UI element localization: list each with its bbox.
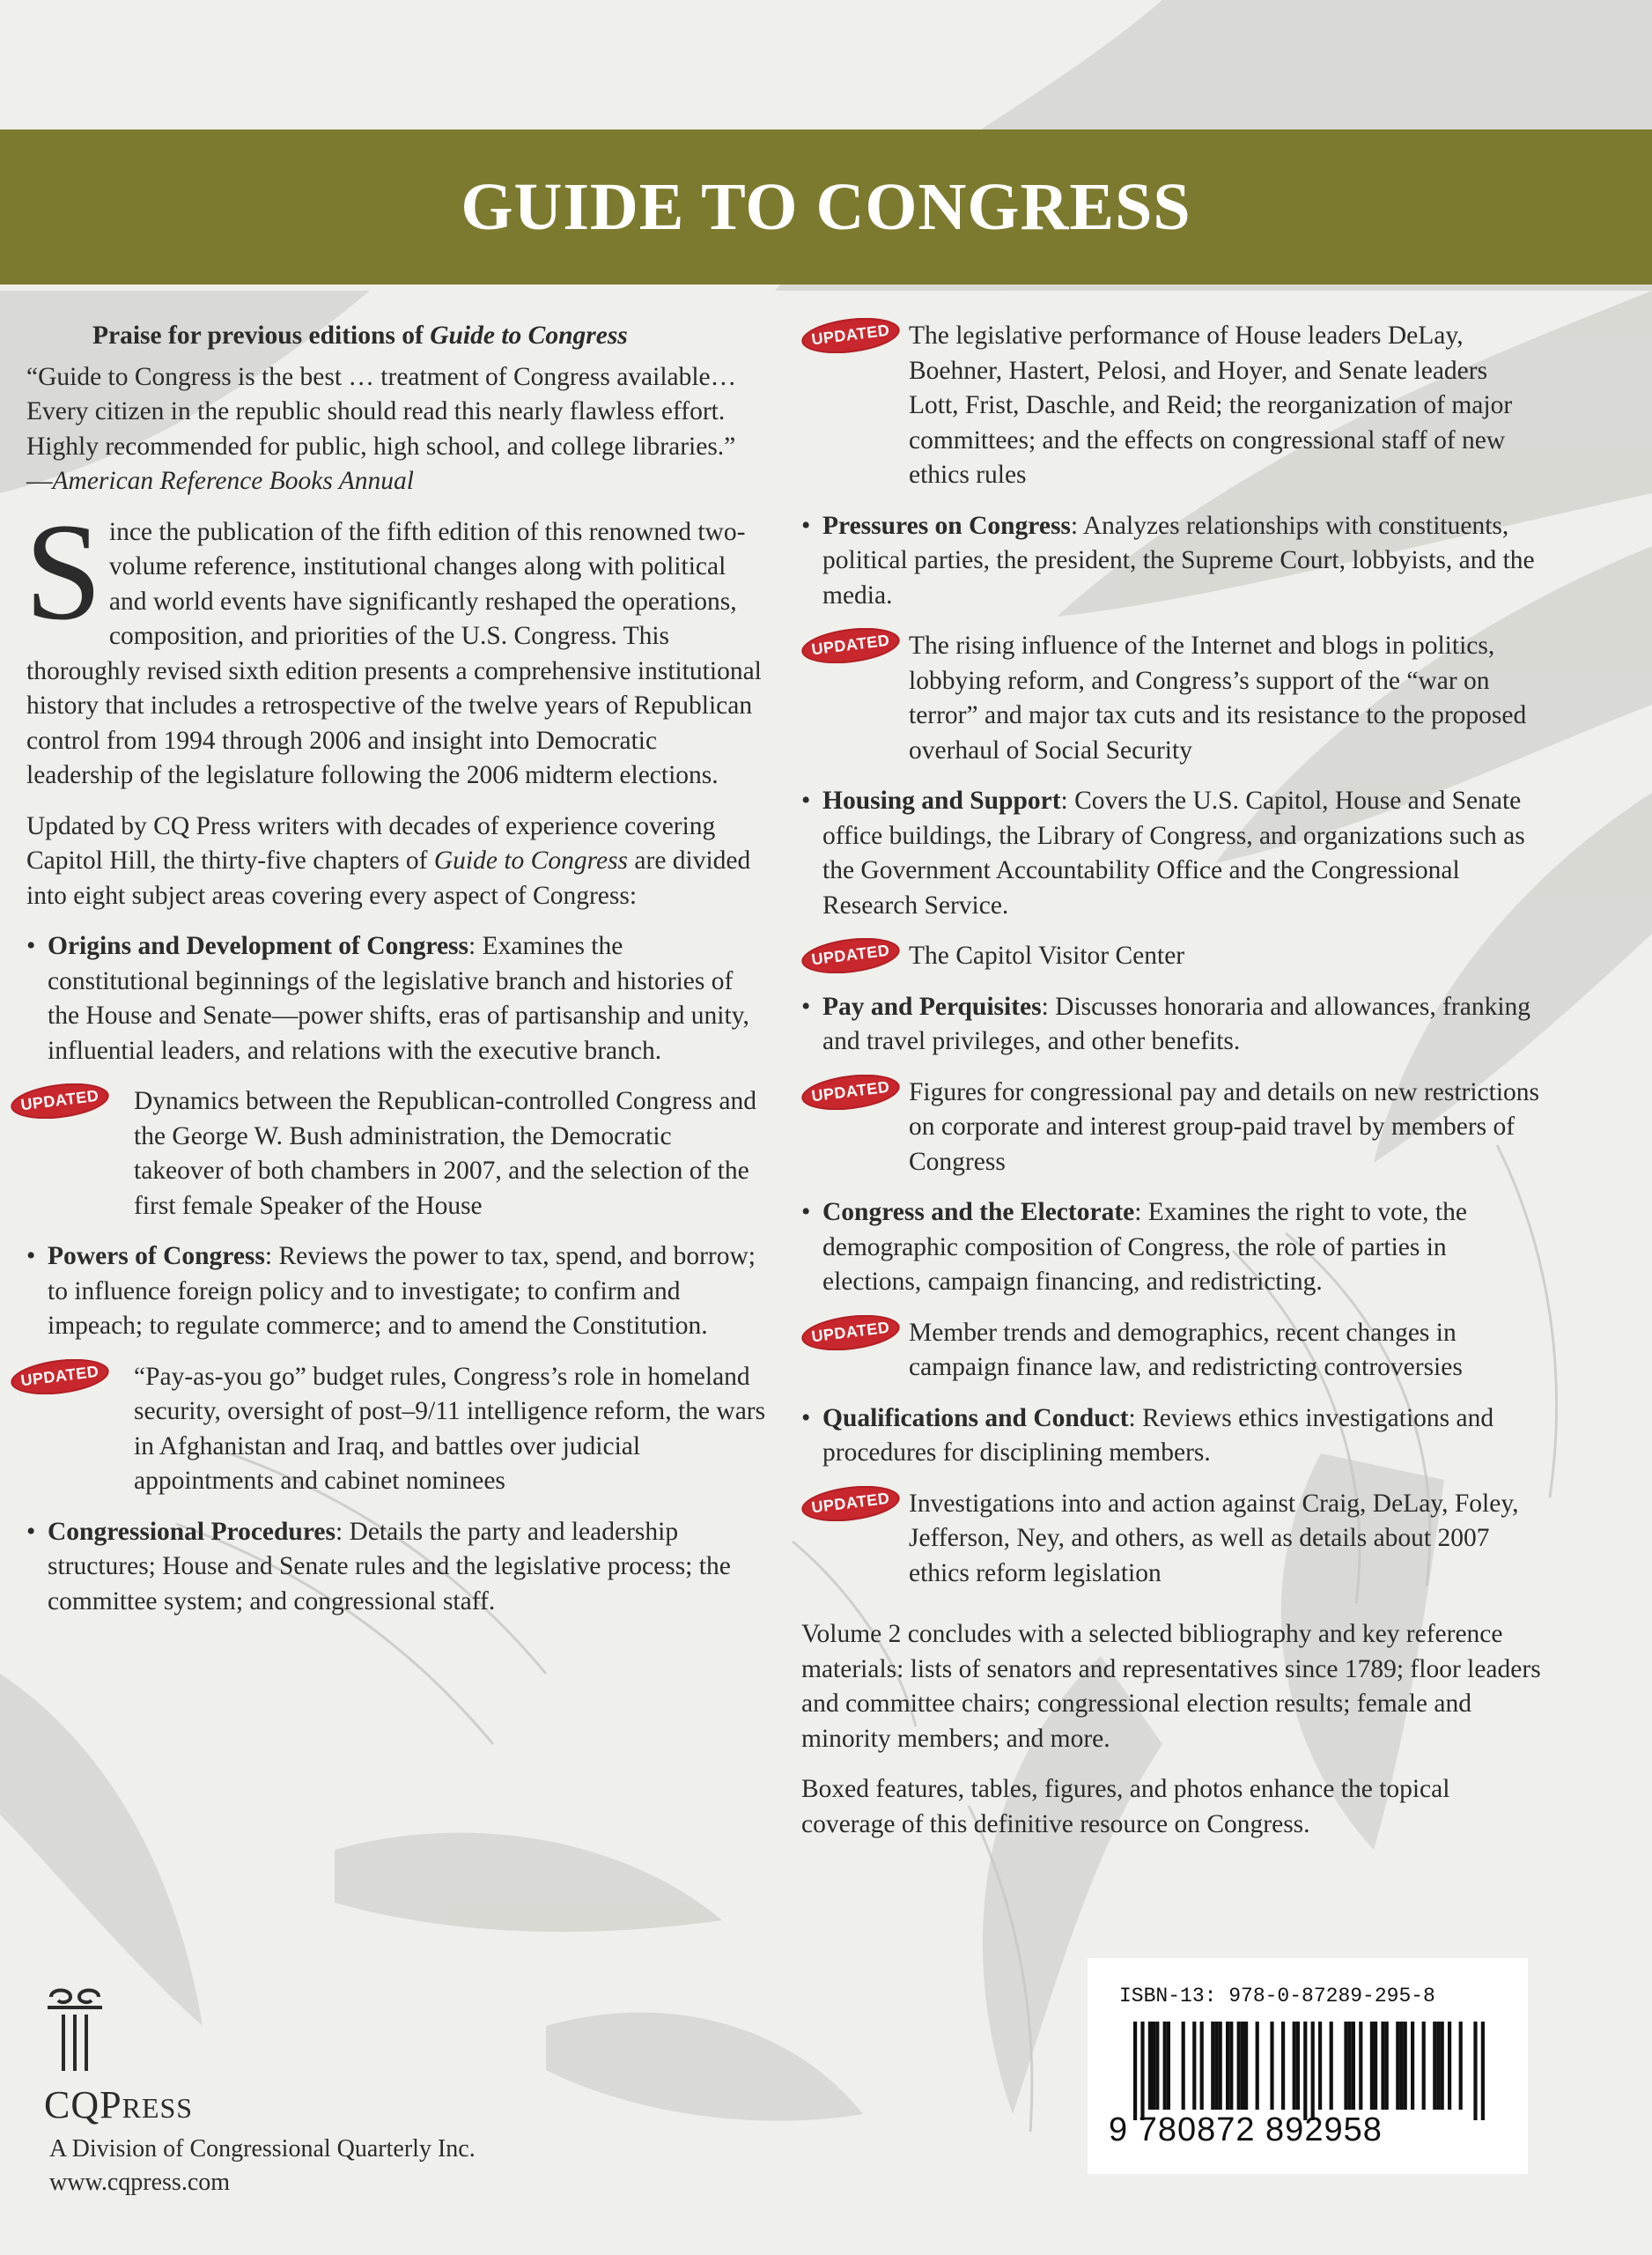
barcode-bar xyxy=(1318,2022,1322,2110)
updated-item-pay xyxy=(801,1076,1541,1180)
updated-badge: UPDATED xyxy=(800,933,902,978)
section-text: : Reviews the power to tax, spend, and borrow; to influence foreign policy and to investigate; to confirm and impeach; to regulate commerce; and to amend the Constitution. xyxy=(48,1242,756,1340)
updated-text: Dynamics between the Republican-controlled Congress and the George W. Bush administration, the Democratic takeover of both chambers in 2007, and the selection of the first female Speaker of the House xyxy=(134,1087,756,1220)
updated-badge: UPDATED xyxy=(9,1078,111,1123)
barcode-bar xyxy=(1473,2022,1477,2120)
section-text: : Details the party and leadership structures; House and Senate rules and the legislative process; the committee system; and congressional staff. xyxy=(48,1517,731,1615)
section-text: : Analyzes relationships with constituents, political parties, the president, the Supreme Court, lobbyists, and the media. xyxy=(822,511,1535,610)
barcode-bar xyxy=(1229,2022,1233,2110)
updated-intro-before: Updated by CQ Press writers with decades of experience covering Capitol Hill, the thirty-five chapters of xyxy=(26,811,716,875)
updated-text: The rising influence of the Internet and blogs in politics, lobbying reform, and Congress’s support of the “war on terror” and major tax cuts and its resistance to the proposed overhaul of Social Security xyxy=(909,632,1527,765)
section-origins: • Origins and Development of Congress: Examines the constitutional beginnings of the legislative branch and histories of the House and Senate—power shifts, eras of partisanship and unity, influential leaders, and relations with the executive branch. xyxy=(26,932,749,1065)
section-title: Congressional Procedures xyxy=(48,1517,336,1546)
updated-text: Member trends and demographics, recent changes in campaign finance law, and redistricting controversies xyxy=(909,1318,1463,1381)
updated-badge: UPDATED xyxy=(800,1481,902,1526)
barcode-bar xyxy=(1396,2022,1399,2110)
barcode-bar xyxy=(1140,2022,1144,2120)
section-housing: • Housing and Support: Covers the U.S. Capitol, House and Senate office buildings, the Library of Congress, and organizations such as the Government Accountability Office and the Congressional Research Service. xyxy=(801,787,1525,920)
updated-text: Investigations into and action against Craig, DeLay, Foley, Jefferson, Ney, and others, as well as details about 2007 ethics reform legislation xyxy=(909,1489,1519,1587)
updated-intro-title: Guide to Congress xyxy=(433,847,629,875)
column-icon xyxy=(44,1986,106,2074)
section-title: Origins and Development of Congress xyxy=(48,932,469,960)
praise-heading-title: Guide to Congress xyxy=(430,322,628,350)
review-quote-text: “Guide to Congress is the best … treatment of Congress available… Every citizen in the republic should read this nearly flawless effort. Highly recommended for public, high school, and college libraries.” — xyxy=(26,362,737,495)
barcode-bar xyxy=(1411,2022,1414,2110)
section-title: Powers of Congress xyxy=(48,1242,265,1270)
barcode-bar xyxy=(1155,2022,1159,2110)
barcode-bar xyxy=(1167,2022,1170,2110)
barcode-icon xyxy=(1116,2022,1503,2120)
barcode-bar xyxy=(1219,2022,1222,2110)
section-electorate: • Congress and the Electorate: Examines the right to vote, the demographic composition of Congress, the role of parties in elections, campaign financing, and redistricting. xyxy=(801,1198,1467,1296)
drop-cap: S xyxy=(25,494,102,649)
updated-badge: UPDATED xyxy=(800,623,902,668)
barcode-box xyxy=(1088,1958,1528,2174)
barcode-bar xyxy=(1303,2022,1307,2120)
section-title: Pay and Perquisites xyxy=(822,992,1042,1021)
section-conduct: • Qualifications and Conduct: Reviews ethics investigations and procedures for disciplining members. xyxy=(801,1403,1494,1467)
updated-intro-paragraph xyxy=(26,810,766,914)
updated-item-origins xyxy=(11,1084,766,1224)
barcode-bar xyxy=(1374,2022,1377,2110)
section-title: Qualifications and Conduct xyxy=(822,1403,1129,1432)
book-title: GUIDE TO CONGRESS xyxy=(461,169,1191,244)
barcode-bar xyxy=(1422,2022,1426,2110)
updated-badge: UPDATED xyxy=(800,1069,902,1114)
barcode-bar xyxy=(1481,2022,1485,2120)
cq-press-logo xyxy=(44,1986,193,2127)
publisher-division: A Division of Congressional Quarterly Inc. xyxy=(49,2135,476,2163)
section-powers: • Powers of Congress: Reviews the power to tax, spend, and borrow; to influence foreign policy and to investigate; to confirm and impeach; to regulate commerce; and to amend the Constitution. xyxy=(26,1242,756,1340)
barcode-bar xyxy=(1448,2022,1451,2110)
intro-paragraph xyxy=(25,494,766,794)
updated-item-powers xyxy=(11,1360,766,1499)
section-text: : Examines the right to vote, the demographic composition of Congress, the role of parties in elections, campaign financing, and redistricting. xyxy=(822,1198,1467,1296)
barcode-bar xyxy=(1211,2022,1214,2110)
updated-item-pressures xyxy=(801,629,1541,768)
updated-badge: UPDATED xyxy=(800,1310,902,1355)
barcode-bar xyxy=(1330,2022,1333,2110)
intro-text: ince the publication of the fifth edition of this renowned two-volume reference, institutional changes along with political and world events have significantly reshaped the operations, composition, and priorities of the U.S. Congress. This thoroughly revised sixth edition presents a comprehensive institutional history that includes a retrospective of the twelve years of Republican control from 1994 through 2006 and insight into Democratic leadership of the legislature following the 2006 midterm elections. xyxy=(26,517,762,789)
updated-item-electorate xyxy=(801,1316,1541,1386)
publisher-info xyxy=(49,2133,476,2200)
barcode-bar xyxy=(1344,2022,1347,2110)
barcode-bar xyxy=(1293,2022,1296,2110)
barcode-bar xyxy=(1256,2022,1259,2110)
barcode-bar xyxy=(1237,2022,1241,2110)
updated-badge: UPDATED xyxy=(800,313,902,358)
boxed-features-paragraph: Boxed features, tables, figures, and photos enhance the topical coverage of this definitive resource on Congress. xyxy=(801,1775,1450,1838)
section-procedures: • Congressional Procedures: Details the party and leadership structures; House and Senate rules and the legislative process; the committee system; and congressional staff. xyxy=(26,1517,731,1615)
section-text: : Discusses honoraria and allowances, franking and travel privileges, and other benefits. xyxy=(822,992,1531,1055)
barcode-bar xyxy=(1433,2022,1436,2110)
updated-badge: UPDATED xyxy=(9,1354,111,1399)
review-quote-source: American Reference Books Annual xyxy=(52,467,414,495)
updated-item-procedures xyxy=(801,319,1541,493)
barcode-bar xyxy=(1270,2022,1273,2110)
updated-text: “Pay-as-you go” budget rules, Congress’s role in homeland security, oversight of post–9/11 intelligence reform, the wars in Afghanistan and Iraq, and battles over judicial appointments and cabinet nominees xyxy=(134,1362,766,1495)
updated-text: The legislative performance of House leaders DeLay, Boehner, Hastert, Pelosi, and Hoyer, and Senate leaders Lott, Frist, Daschle, and Reid; the reorganization of major committees; and the effects on congressional staff of new ethics rules xyxy=(909,322,1513,489)
barcode-bar xyxy=(1163,2022,1167,2110)
updated-text: Figures for congressional pay and details on new restrictions on corporate and interest group-paid travel by members of Congress xyxy=(909,1077,1540,1176)
barcode-bar xyxy=(1200,2022,1204,2110)
praise-heading xyxy=(92,319,766,354)
logo-wordmark: CQPRESS xyxy=(44,2083,194,2126)
left-column xyxy=(19,319,766,1635)
barcode-bar xyxy=(1226,2022,1229,2110)
updated-intro-after: are divided into eight subject areas covering every aspect of Congress: xyxy=(26,847,751,910)
section-title: Congress and the Electorate xyxy=(822,1198,1135,1226)
barcode-bar xyxy=(1381,2022,1384,2110)
section-text: : Examines the constitutional beginnings of the legislative branch and histories of the House and Senate—power shifts, eras of partisanship and unity, influential leaders, and relations with the executive branch. xyxy=(48,932,749,1065)
barcode-bar xyxy=(1241,2022,1244,2110)
review-quote xyxy=(26,360,766,499)
barcode-bar xyxy=(1359,2022,1362,2110)
barcode-bar xyxy=(1182,2022,1185,2110)
title-banner xyxy=(0,129,1652,285)
barcode-bar xyxy=(1370,2022,1374,2110)
barcode-bar xyxy=(1385,2022,1389,2110)
barcode-bar xyxy=(1148,2022,1152,2110)
updated-text: The Capitol Visitor Center xyxy=(909,942,1185,970)
barcode-bar xyxy=(1133,2022,1137,2120)
section-text: : Reviews ethics investigations and procedures for disciplining members. xyxy=(822,1403,1494,1467)
isbn-label: ISBN-13: 978-0-87289-295-8 xyxy=(1119,1985,1435,2007)
barcode-bar xyxy=(1192,2022,1196,2110)
volume2-paragraph: Volume 2 concludes with a selected bibliography and key reference materials: lists of senators and representatives since 1789; floor leaders and committee chairs; congressional election results; female and minority members; and more. xyxy=(801,1620,1541,1753)
barcode-bar xyxy=(1152,2022,1155,2110)
barcode-bar xyxy=(1348,2022,1352,2110)
barcode-bar xyxy=(1404,2022,1407,2110)
section-pay: • Pay and Perquisites: Discusses honoraria and allowances, franking and travel privileges, and other benefits. xyxy=(801,992,1531,1055)
section-pressures: • Pressures on Congress: Analyzes relationships with constituents, political parties, the president, the Supreme Court, lobbyists, and the media. xyxy=(801,511,1535,610)
section-title: Pressures on Congress xyxy=(822,511,1071,540)
updated-item-conduct xyxy=(801,1487,1541,1592)
right-column xyxy=(801,319,1541,1858)
section-text: : Covers the U.S. Capitol, House and Senate office buildings, the Library of Congress, and organizations such as the Government Accountability Office and the Congressional Research Service. xyxy=(822,787,1525,920)
publisher-url: www.cqpress.com xyxy=(49,2169,231,2196)
barcode-bar xyxy=(1214,2022,1218,2110)
updated-item-housing xyxy=(801,939,1541,974)
barcode-bar xyxy=(1281,2022,1285,2110)
barcode-bar xyxy=(1399,2022,1403,2110)
barcode-bar xyxy=(1459,2022,1463,2110)
barcode-bar xyxy=(1352,2022,1355,2110)
barcode-digits: 9 780872 892958 xyxy=(1109,2111,1383,2148)
section-title: Housing and Support xyxy=(822,787,1061,815)
barcode-bar xyxy=(1441,2022,1444,2110)
barcode-bar xyxy=(1436,2022,1440,2110)
barcode-bar xyxy=(1311,2022,1315,2120)
praise-heading-prefix: Praise for previous editions of xyxy=(92,322,431,350)
barcode-bar xyxy=(1296,2022,1300,2110)
barcode-bar xyxy=(1244,2022,1248,2110)
